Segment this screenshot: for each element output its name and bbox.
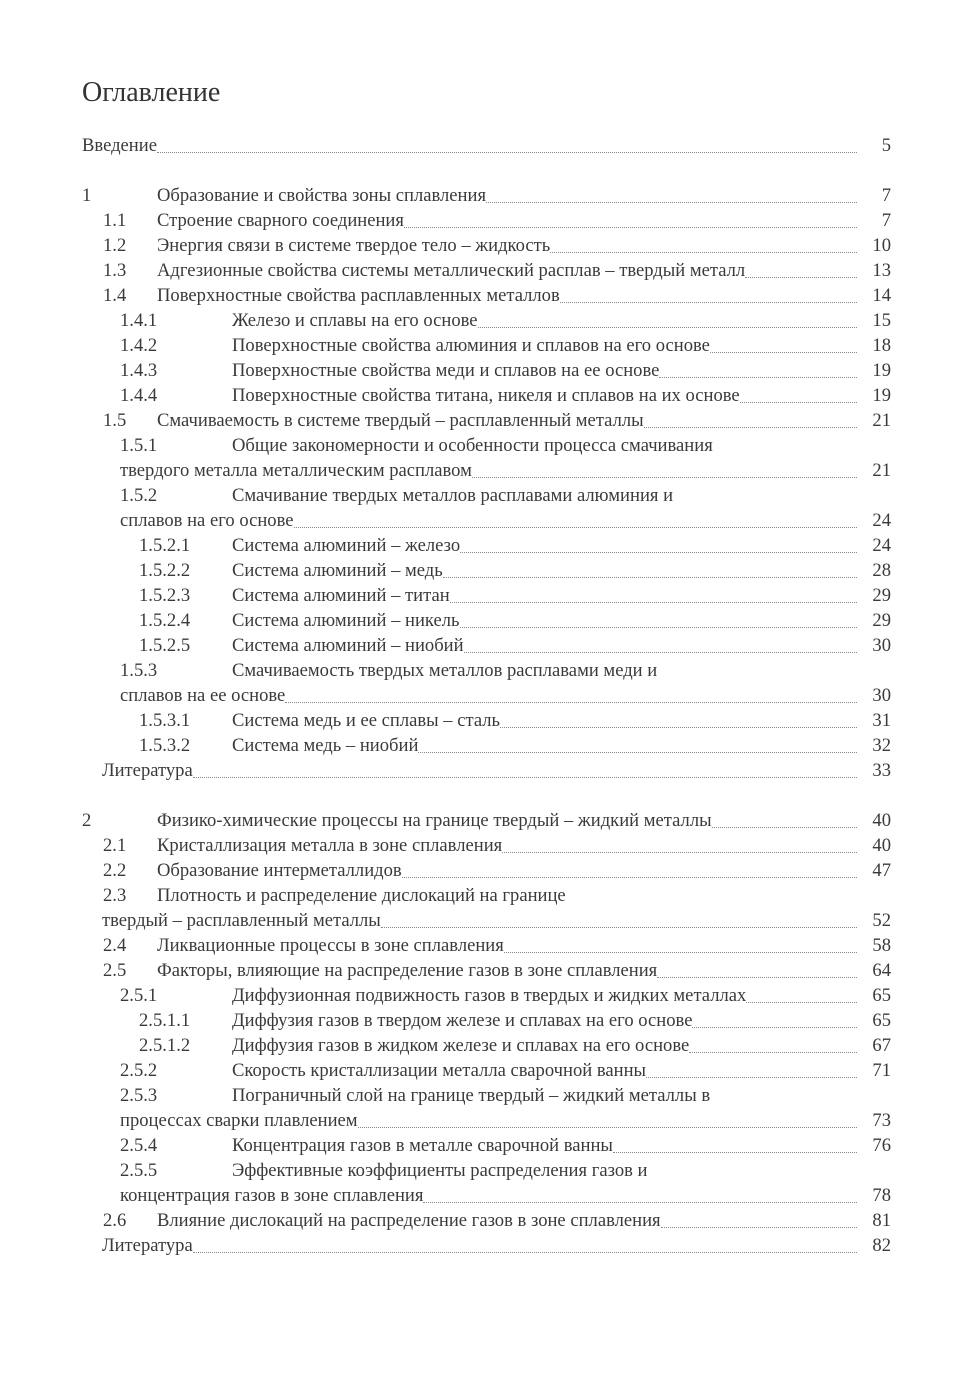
section-number: 2.5.5 bbox=[120, 1160, 158, 1181]
section-number: 2.1 bbox=[103, 835, 127, 856]
section-number: 1.5.2.4 bbox=[139, 610, 191, 631]
section-title: твердого металла металлическим расплавом bbox=[120, 460, 472, 481]
section-number: 2.5.1.1 bbox=[139, 1010, 191, 1031]
section-number: 1.5.2.2 bbox=[139, 560, 191, 581]
section-title: Концентрация газов в металле сварочной ванны bbox=[232, 1135, 613, 1156]
dot-leader bbox=[478, 327, 857, 328]
page-number: 65 bbox=[872, 1010, 891, 1031]
toc-entry[interactable] bbox=[0, 358, 975, 383]
section-number: 2.3 bbox=[103, 885, 127, 906]
page-number: 40 bbox=[872, 810, 891, 831]
section-title: Физико-химические процессы на границе твердый – жидкий металлы bbox=[157, 810, 712, 831]
dot-leader bbox=[644, 427, 857, 428]
dot-leader bbox=[418, 752, 857, 753]
page-number: 31 bbox=[872, 710, 891, 731]
section-title: Эффективные коэффициенты распределения газов и bbox=[232, 1160, 648, 1181]
toc-entry[interactable] bbox=[0, 233, 975, 258]
section-title: Плотность и распределение дислокаций на границе bbox=[157, 885, 566, 906]
dot-leader bbox=[460, 627, 857, 628]
page-number: 28 bbox=[872, 560, 891, 581]
dot-leader bbox=[689, 1052, 857, 1053]
page-number: 10 bbox=[872, 235, 891, 256]
section-title: Поверхностные свойства алюминия и сплавов на его основе bbox=[232, 335, 710, 356]
toc-entry[interactable] bbox=[0, 608, 975, 633]
section-number: 2.5.3 bbox=[120, 1085, 158, 1106]
section-title: Влияние дислокаций на распределение газов в зоне сплавления bbox=[157, 1210, 661, 1231]
section-title: Общие закономерности и особенности процесса смачивания bbox=[232, 435, 713, 456]
section-title: Факторы, влияющие на распределение газов в зоне сплавления bbox=[157, 960, 658, 981]
toc-entry[interactable] bbox=[0, 433, 975, 458]
section-title: Пограничный слой на границе твердый – жидкий металлы в bbox=[232, 1085, 711, 1106]
section-number: 2.5.2 bbox=[120, 1060, 158, 1081]
toc-entry[interactable] bbox=[0, 758, 975, 783]
section-title: Энергия связи в системе твердое тело – жидкость bbox=[157, 235, 551, 256]
toc-entry[interactable] bbox=[0, 933, 975, 958]
page-number: 24 bbox=[872, 535, 891, 556]
toc-entry[interactable] bbox=[0, 458, 975, 483]
dot-leader bbox=[472, 477, 857, 478]
section-title: Литература bbox=[102, 1235, 193, 1256]
page-number: 7 bbox=[881, 210, 891, 231]
toc-entry[interactable] bbox=[0, 183, 975, 208]
page-number: 65 bbox=[872, 985, 891, 1006]
dot-leader bbox=[657, 977, 857, 978]
toc-entry[interactable] bbox=[0, 1233, 975, 1258]
page-number: 5 bbox=[881, 135, 891, 156]
page-number: 19 bbox=[872, 385, 891, 406]
section-number: 1.5.3 bbox=[120, 660, 158, 681]
page-number: 76 bbox=[872, 1135, 891, 1156]
section-title: Диффузионная подвижность газов в твердых и жидких металлах bbox=[232, 985, 747, 1006]
toc-entry[interactable] bbox=[0, 333, 975, 358]
section-number: 1.1 bbox=[103, 210, 127, 231]
section-number: 1.5.2 bbox=[120, 485, 158, 506]
section-title: твердый – расплавленный металлы bbox=[102, 910, 381, 931]
section-title: Смачиваемость твердых металлов расплавами меди и bbox=[232, 660, 658, 681]
section-number: 2.5 bbox=[103, 960, 127, 981]
dot-leader bbox=[358, 1127, 857, 1128]
toc-entry[interactable] bbox=[0, 408, 975, 433]
toc-entry[interactable] bbox=[0, 483, 975, 508]
dot-leader bbox=[646, 1077, 857, 1078]
section-number: 1.4.3 bbox=[120, 360, 158, 381]
section-title: Система алюминий – ниобий bbox=[232, 635, 464, 656]
toc-entry[interactable] bbox=[0, 808, 975, 833]
page-number: 29 bbox=[872, 610, 891, 631]
toc-entry[interactable] bbox=[0, 1058, 975, 1083]
dot-leader bbox=[423, 1202, 857, 1203]
section-number: 1.4.4 bbox=[120, 385, 158, 406]
section-title: Образование и свойства зоны сплавления bbox=[157, 185, 487, 206]
section-number: 1.5 bbox=[103, 410, 127, 431]
section-title: концентрация газов в зоне сплавления bbox=[120, 1185, 424, 1206]
page-number: 30 bbox=[872, 685, 891, 706]
section-title: Строение сварного соединения bbox=[157, 210, 404, 231]
section-number: 1.5.2.3 bbox=[139, 585, 191, 606]
page-number: 29 bbox=[872, 585, 891, 606]
toc-entry[interactable] bbox=[0, 508, 975, 533]
page-number: 52 bbox=[872, 910, 891, 931]
section-number: 1.3 bbox=[103, 260, 127, 281]
toc-entry[interactable] bbox=[0, 1008, 975, 1033]
dot-leader bbox=[692, 1027, 857, 1028]
page-number: 24 bbox=[872, 510, 891, 531]
toc-entry[interactable] bbox=[0, 133, 975, 158]
page-number: 18 bbox=[872, 335, 891, 356]
section-title: Образование интерметаллидов bbox=[157, 860, 402, 881]
section-title: Система медь и ее сплавы – сталь bbox=[232, 710, 501, 731]
toc-entry[interactable] bbox=[0, 583, 975, 608]
toc-entry[interactable] bbox=[0, 1183, 975, 1208]
section-number: 1.5.2.1 bbox=[139, 535, 191, 556]
section-title: Смачиваемость в системе твердый – расплавленный металлы bbox=[157, 410, 644, 431]
dot-leader bbox=[464, 652, 857, 653]
section-title: Введение bbox=[82, 135, 157, 156]
toc-entry[interactable] bbox=[0, 258, 975, 283]
dot-leader bbox=[486, 202, 857, 203]
page-number: 81 bbox=[872, 1210, 891, 1231]
section-title: Система алюминий – никель bbox=[232, 610, 460, 631]
section-title: Система алюминий – медь bbox=[232, 560, 443, 581]
section-title: Скорость кристаллизации металла сварочной ванны bbox=[232, 1060, 647, 1081]
page-number: 64 bbox=[872, 960, 891, 981]
dot-leader bbox=[712, 827, 857, 828]
toc-entry[interactable] bbox=[0, 958, 975, 983]
toc-entry[interactable] bbox=[0, 733, 975, 758]
section-number: 1.4.2 bbox=[120, 335, 158, 356]
page-number: 73 bbox=[872, 1110, 891, 1131]
dot-leader bbox=[710, 352, 857, 353]
section-title: Железо и сплавы на его основе bbox=[232, 310, 478, 331]
page-number: 58 bbox=[872, 935, 891, 956]
dot-leader bbox=[285, 702, 857, 703]
toc-entry[interactable] bbox=[0, 383, 975, 408]
dot-leader bbox=[404, 227, 857, 228]
page-number: 14 bbox=[872, 285, 891, 306]
section-title: процессах сварки плавлением bbox=[120, 1110, 358, 1131]
section-number: 1.5.3.2 bbox=[139, 735, 191, 756]
section-title: Диффузия газов в жидком железе и сплавах на его основе bbox=[232, 1035, 690, 1056]
section-title: Поверхностные свойства титана, никеля и сплавов на их основе bbox=[232, 385, 740, 406]
page-number: 32 bbox=[872, 735, 891, 756]
toc-entry[interactable] bbox=[0, 983, 975, 1008]
dot-leader bbox=[294, 527, 857, 528]
page-number: 78 bbox=[872, 1185, 891, 1206]
section-title: сплавов на его основе bbox=[120, 510, 294, 531]
dot-leader bbox=[504, 952, 857, 953]
dot-leader bbox=[500, 727, 857, 728]
dot-leader bbox=[550, 252, 857, 253]
toc-entry[interactable] bbox=[0, 908, 975, 933]
page-number: 13 bbox=[872, 260, 891, 281]
dot-leader bbox=[193, 1252, 857, 1253]
dot-leader bbox=[157, 152, 857, 153]
section-title: сплавов на ее основе bbox=[120, 685, 286, 706]
section-number: 2.2 bbox=[103, 860, 127, 881]
section-number: 1.5.3.1 bbox=[139, 710, 191, 731]
section-number: 1 bbox=[82, 185, 92, 206]
dot-leader bbox=[443, 577, 857, 578]
section-title: Поверхностные свойства расплавленных металлов bbox=[157, 285, 560, 306]
dot-leader bbox=[745, 277, 857, 278]
dot-leader bbox=[193, 777, 857, 778]
toc-entry[interactable] bbox=[0, 858, 975, 883]
page-number: 19 bbox=[872, 360, 891, 381]
page-number: 21 bbox=[872, 410, 891, 431]
section-title: Диффузия газов в твердом железе и сплавах на его основе bbox=[232, 1010, 693, 1031]
toc-entry[interactable] bbox=[0, 283, 975, 308]
dot-leader bbox=[450, 602, 857, 603]
toc-entry[interactable] bbox=[0, 1133, 975, 1158]
toc-entry[interactable] bbox=[0, 533, 975, 558]
page-number: 15 bbox=[872, 310, 891, 331]
page-number: 40 bbox=[872, 835, 891, 856]
toc-entry[interactable] bbox=[0, 1158, 975, 1183]
toc-entry[interactable] bbox=[0, 1208, 975, 1233]
section-title: Система алюминий – титан bbox=[232, 585, 450, 606]
toc-entry[interactable] bbox=[0, 1108, 975, 1133]
dot-leader bbox=[381, 927, 857, 928]
toc-entry[interactable] bbox=[0, 708, 975, 733]
section-number: 2.4 bbox=[103, 935, 127, 956]
toc-entry[interactable] bbox=[0, 1033, 975, 1058]
toc-entry[interactable] bbox=[0, 208, 975, 233]
section-title: Смачивание твердых металлов расплавами алюминия и bbox=[232, 485, 674, 506]
section-number: 2.5.1 bbox=[120, 985, 158, 1006]
page-number: 67 bbox=[872, 1035, 891, 1056]
section-title: Адгезионные свойства системы металлический расплав – твердый металл bbox=[157, 260, 746, 281]
section-title: Ликвационные процессы в зоне сплавления bbox=[157, 935, 504, 956]
dot-leader bbox=[746, 1002, 857, 1003]
toc-entry[interactable] bbox=[0, 308, 975, 333]
toc-entry[interactable] bbox=[0, 883, 975, 908]
dot-leader bbox=[502, 852, 857, 853]
section-title: Кристаллизация металла в зоне сплавления bbox=[157, 835, 503, 856]
page-title: Оглавление bbox=[82, 77, 221, 108]
page-number: 7 bbox=[881, 185, 891, 206]
section-number: 1.4 bbox=[103, 285, 127, 306]
page-number: 33 bbox=[872, 760, 891, 781]
dot-leader bbox=[661, 1227, 857, 1228]
toc-entry[interactable] bbox=[0, 633, 975, 658]
toc-entry[interactable] bbox=[0, 558, 975, 583]
section-number: 1.4.1 bbox=[120, 310, 158, 331]
dot-leader bbox=[560, 302, 857, 303]
section-number: 2 bbox=[82, 810, 92, 831]
page-number: 71 bbox=[872, 1060, 891, 1081]
page-number: 47 bbox=[872, 860, 891, 881]
section-number: 2.5.1.2 bbox=[139, 1035, 191, 1056]
page-number: 21 bbox=[872, 460, 891, 481]
section-title: Литература bbox=[102, 760, 193, 781]
dot-leader bbox=[613, 1152, 857, 1153]
dot-leader bbox=[659, 377, 857, 378]
page-number: 82 bbox=[872, 1235, 891, 1256]
toc-entry[interactable] bbox=[0, 1083, 975, 1108]
section-title: Поверхностные свойства меди и сплавов на ее основе bbox=[232, 360, 660, 381]
dot-leader bbox=[460, 552, 857, 553]
section-number: 2.5.4 bbox=[120, 1135, 158, 1156]
section-title: Система алюминий – железо bbox=[232, 535, 461, 556]
toc-entry[interactable] bbox=[0, 833, 975, 858]
dot-leader bbox=[402, 877, 857, 878]
toc-entry[interactable] bbox=[0, 658, 975, 683]
section-title: Система медь – ниобий bbox=[232, 735, 419, 756]
dot-leader bbox=[740, 402, 857, 403]
section-number: 2.6 bbox=[103, 1210, 127, 1231]
toc-entry[interactable] bbox=[0, 683, 975, 708]
section-number: 1.5.2.5 bbox=[139, 635, 191, 656]
section-number: 1.5.1 bbox=[120, 435, 158, 456]
page-number: 30 bbox=[872, 635, 891, 656]
section-number: 1.2 bbox=[103, 235, 127, 256]
